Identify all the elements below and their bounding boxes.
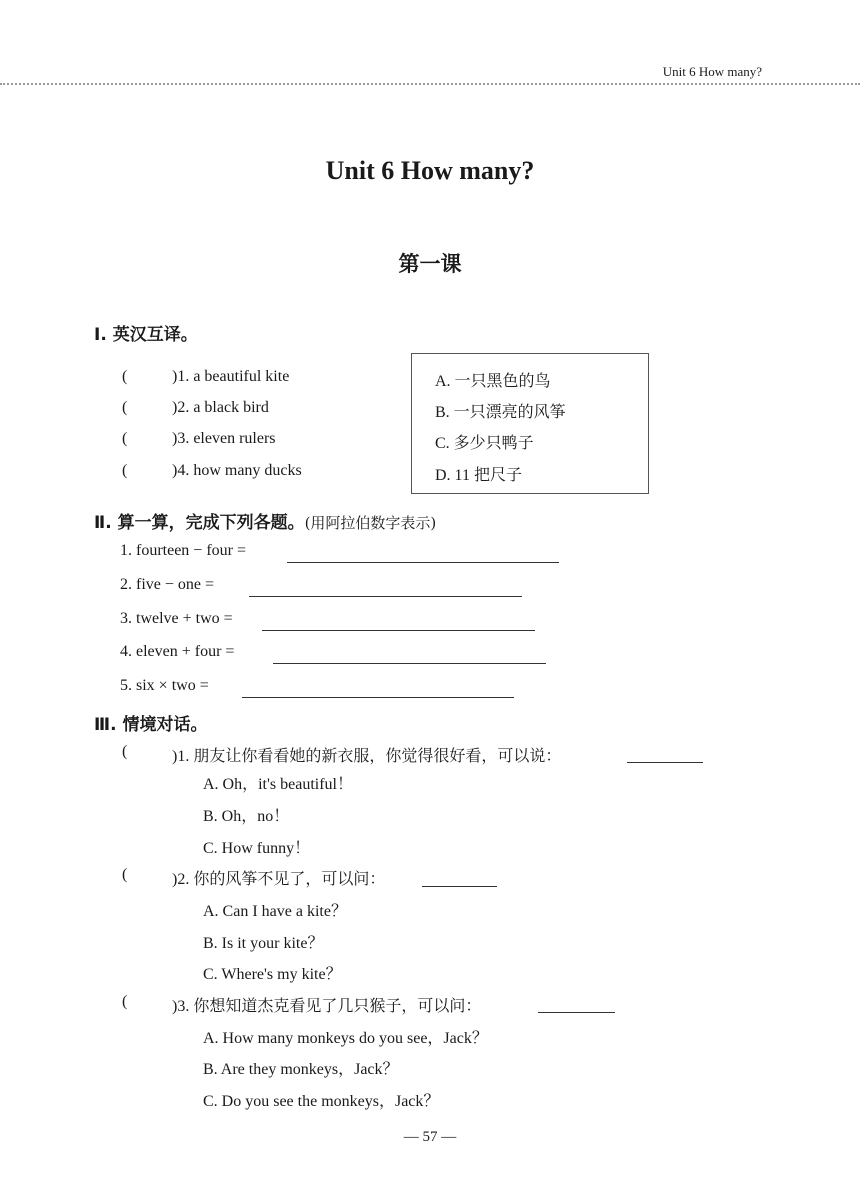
- section-1-item-2: [172, 399, 269, 417]
- question-text: 1. 朋友让你看看她的新衣服，你觉得很好看，可以说：: [177, 748, 562, 765]
- option-b: B. Is it your kite？: [203, 935, 324, 952]
- option-b: B. Are they monkeys，Jack？: [203, 1061, 399, 1078]
- unit-title: Unit 6 How many?: [325, 156, 535, 185]
- answer-blank-1[interactable]: [287, 562, 559, 563]
- answer-blank-4[interactable]: [273, 663, 546, 664]
- answer-paren-close: ): [172, 368, 178, 385]
- choice-d: D. 11 把尺子: [435, 467, 522, 484]
- answer-blank-3[interactable]: [262, 630, 535, 631]
- section-1-item-3: [172, 430, 276, 448]
- section-2-heading-text: Ⅱ. 算一算，完成下列各题。: [94, 513, 305, 533]
- answer-paren-close: ): [172, 462, 178, 479]
- question-blank-1[interactable]: [627, 762, 703, 763]
- dialogue-question-2: [172, 866, 385, 889]
- answer-blank-5[interactable]: [242, 697, 514, 698]
- question-text: 3. 你想知道杰克看见了几只猴子，可以问：: [177, 998, 482, 1015]
- math-item-5: 5. six × two =: [120, 677, 209, 694]
- item-text: 4. how many ducks: [177, 462, 302, 479]
- option-a: A. How many monkeys do you see，Jack？: [203, 1030, 488, 1047]
- answer-paren-close: ): [172, 430, 178, 447]
- header-divider: [0, 83, 860, 85]
- math-item-1: 1. fourteen − four =: [120, 542, 247, 559]
- page-number: — 57 —: [403, 1129, 457, 1145]
- running-header: Unit 6 How many?: [662, 64, 762, 79]
- answer-paren-close: ): [172, 871, 178, 888]
- section-3-heading: Ⅲ. 情境对话。: [94, 715, 208, 735]
- answer-paren-open: (: [122, 430, 128, 447]
- section-1-item-1: [172, 368, 289, 386]
- choice-b: B. 一只漂亮的风筝: [435, 404, 566, 421]
- lesson-title: 第一课: [398, 252, 462, 276]
- option-c: C. Do you see the monkeys，Jack？: [203, 1093, 440, 1110]
- answer-paren-close: ): [172, 399, 178, 416]
- question-blank-3[interactable]: [538, 1012, 615, 1013]
- item-text: 2. a black bird: [177, 399, 269, 416]
- answer-paren-close: ): [172, 748, 178, 765]
- answer-blank-2[interactable]: [249, 596, 522, 597]
- option-a: A. Oh，it's beautiful！: [203, 776, 353, 793]
- math-item-3: 3. twelve + two =: [120, 610, 233, 627]
- answer-paren-open: (: [122, 399, 128, 416]
- item-text: 1. a beautiful kite: [177, 368, 290, 385]
- answer-paren-open: (: [122, 368, 128, 385]
- section-1-heading: Ⅰ. 英汉互译。: [94, 325, 198, 345]
- answer-paren-open: (: [122, 993, 128, 1010]
- option-c: C. Where's my kite？: [203, 966, 342, 983]
- choice-a: A. 一只黑色的鸟: [435, 373, 551, 390]
- question-blank-2[interactable]: [422, 886, 497, 887]
- answer-paren-close: ): [172, 998, 178, 1015]
- dialogue-question-1: [172, 743, 561, 766]
- dialogue-question-3: [172, 993, 481, 1016]
- item-text: 3. eleven rulers: [177, 430, 276, 447]
- answer-paren-open: (: [122, 866, 128, 883]
- option-a: A. Can I have a kite？: [203, 903, 347, 920]
- math-item-2: 2. five − one =: [120, 576, 215, 593]
- answer-paren-open: (: [122, 462, 128, 479]
- answer-paren-open: (: [122, 743, 128, 760]
- option-c: C. How funny！: [203, 840, 311, 857]
- section-2-note: (用阿拉伯数字表示): [304, 514, 437, 532]
- question-text: 2. 你的风筝不见了，可以问：: [177, 871, 386, 888]
- math-item-4: 4. eleven + four =: [120, 643, 235, 660]
- section-1-item-4: [172, 462, 302, 480]
- option-b: B. Oh，no！: [203, 808, 290, 825]
- section-2-heading: [94, 508, 436, 533]
- choice-c: C. 多少只鸭子: [435, 435, 534, 452]
